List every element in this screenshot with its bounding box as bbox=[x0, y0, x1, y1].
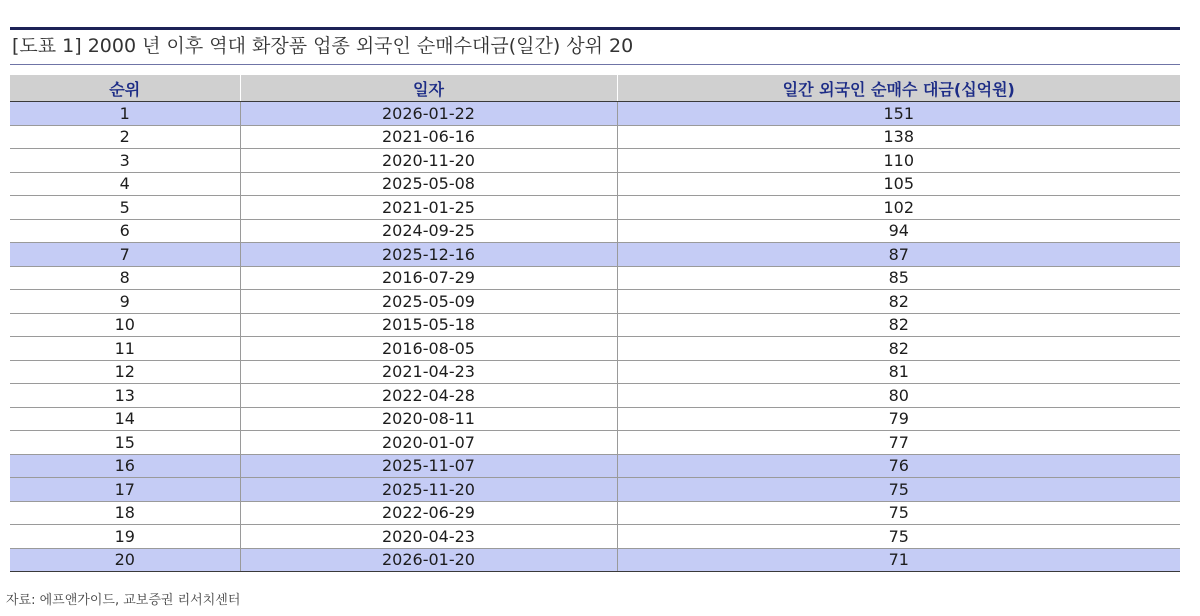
amount-cell: 82 bbox=[617, 290, 1180, 314]
date-cell: 2015-05-18 bbox=[240, 313, 617, 337]
table-row bbox=[10, 478, 1180, 502]
table-row bbox=[10, 196, 1180, 220]
date-cell: 2025-12-16 bbox=[240, 243, 617, 267]
rank-cell: 18 bbox=[10, 501, 240, 525]
column-header-amount: 일간 외국인 순매수 대금(십억원) bbox=[617, 75, 1180, 102]
rank-cell: 6 bbox=[10, 219, 240, 243]
date-cell: 2024-09-25 bbox=[240, 219, 617, 243]
date-cell: 2025-11-07 bbox=[240, 454, 617, 478]
rank-cell: 17 bbox=[10, 478, 240, 502]
rank-cell: 9 bbox=[10, 290, 240, 314]
amount-cell: 110 bbox=[617, 149, 1180, 173]
date-cell: 2020-04-23 bbox=[240, 525, 617, 549]
amount-cell: 79 bbox=[617, 407, 1180, 431]
title-top-rule bbox=[10, 27, 1180, 30]
date-cell: 2020-11-20 bbox=[240, 149, 617, 173]
rank-cell: 20 bbox=[10, 548, 240, 572]
table-row bbox=[10, 149, 1180, 173]
rank-cell: 13 bbox=[10, 384, 240, 408]
table-row bbox=[10, 337, 1180, 361]
rank-cell: 15 bbox=[10, 431, 240, 455]
amount-cell: 87 bbox=[617, 243, 1180, 267]
amount-cell: 82 bbox=[617, 313, 1180, 337]
table-row bbox=[10, 172, 1180, 196]
amount-cell: 80 bbox=[617, 384, 1180, 408]
amount-cell: 75 bbox=[617, 525, 1180, 549]
date-cell: 2020-01-07 bbox=[240, 431, 617, 455]
table-row bbox=[10, 407, 1180, 431]
rank-cell: 7 bbox=[10, 243, 240, 267]
table-row bbox=[10, 360, 1180, 384]
rank-cell: 5 bbox=[10, 196, 240, 220]
date-cell: 2022-06-29 bbox=[240, 501, 617, 525]
date-cell: 2022-04-28 bbox=[240, 384, 617, 408]
table-header bbox=[10, 75, 1180, 102]
date-cell: 2026-01-20 bbox=[240, 548, 617, 572]
table-row bbox=[10, 548, 1180, 572]
amount-cell: 102 bbox=[617, 196, 1180, 220]
date-cell: 2020-08-11 bbox=[240, 407, 617, 431]
table-row bbox=[10, 384, 1180, 408]
amount-cell: 75 bbox=[617, 478, 1180, 502]
amount-cell: 81 bbox=[617, 360, 1180, 384]
foreign-net-buying-table bbox=[10, 75, 1180, 572]
title-bottom-rule bbox=[10, 64, 1180, 65]
amount-cell: 94 bbox=[617, 219, 1180, 243]
column-header-rank: 순위 bbox=[10, 75, 240, 102]
amount-cell: 151 bbox=[617, 102, 1180, 126]
table-row bbox=[10, 243, 1180, 267]
date-cell: 2026-01-22 bbox=[240, 102, 617, 126]
rank-cell: 3 bbox=[10, 149, 240, 173]
rank-cell: 10 bbox=[10, 313, 240, 337]
rank-cell: 12 bbox=[10, 360, 240, 384]
table-row bbox=[10, 454, 1180, 478]
date-cell: 2021-06-16 bbox=[240, 125, 617, 149]
rank-cell: 4 bbox=[10, 172, 240, 196]
amount-cell: 75 bbox=[617, 501, 1180, 525]
date-cell: 2016-08-05 bbox=[240, 337, 617, 361]
rank-cell: 16 bbox=[10, 454, 240, 478]
date-cell: 2016-07-29 bbox=[240, 266, 617, 290]
amount-cell: 76 bbox=[617, 454, 1180, 478]
amount-cell: 82 bbox=[617, 337, 1180, 361]
amount-cell: 77 bbox=[617, 431, 1180, 455]
amount-cell: 105 bbox=[617, 172, 1180, 196]
rank-cell: 8 bbox=[10, 266, 240, 290]
table-row bbox=[10, 219, 1180, 243]
table-row bbox=[10, 266, 1180, 290]
rank-cell: 1 bbox=[10, 102, 240, 126]
source-note: 자료: 에프앤가이드, 교보증권 리서치센터 bbox=[6, 593, 241, 608]
table-title: [도표 1] 2000 년 이후 역대 화장품 업종 외국인 순매수대금(일간) 상위 20 bbox=[12, 35, 634, 57]
column-header-date: 일자 bbox=[240, 75, 617, 102]
amount-cell: 71 bbox=[617, 548, 1180, 572]
header-row bbox=[10, 75, 1180, 102]
amount-cell: 138 bbox=[617, 125, 1180, 149]
table-row bbox=[10, 290, 1180, 314]
date-cell: 2025-05-08 bbox=[240, 172, 617, 196]
date-cell: 2025-11-20 bbox=[240, 478, 617, 502]
date-cell: 2021-04-23 bbox=[240, 360, 617, 384]
table-row bbox=[10, 431, 1180, 455]
table-row bbox=[10, 125, 1180, 149]
date-cell: 2025-05-09 bbox=[240, 290, 617, 314]
table-body bbox=[10, 102, 1180, 572]
rank-cell: 14 bbox=[10, 407, 240, 431]
amount-cell: 85 bbox=[617, 266, 1180, 290]
table-row bbox=[10, 525, 1180, 549]
table-row bbox=[10, 102, 1180, 126]
rank-cell: 2 bbox=[10, 125, 240, 149]
rank-cell: 19 bbox=[10, 525, 240, 549]
table-row bbox=[10, 313, 1180, 337]
rank-cell: 11 bbox=[10, 337, 240, 361]
date-cell: 2021-01-25 bbox=[240, 196, 617, 220]
table-row bbox=[10, 501, 1180, 525]
